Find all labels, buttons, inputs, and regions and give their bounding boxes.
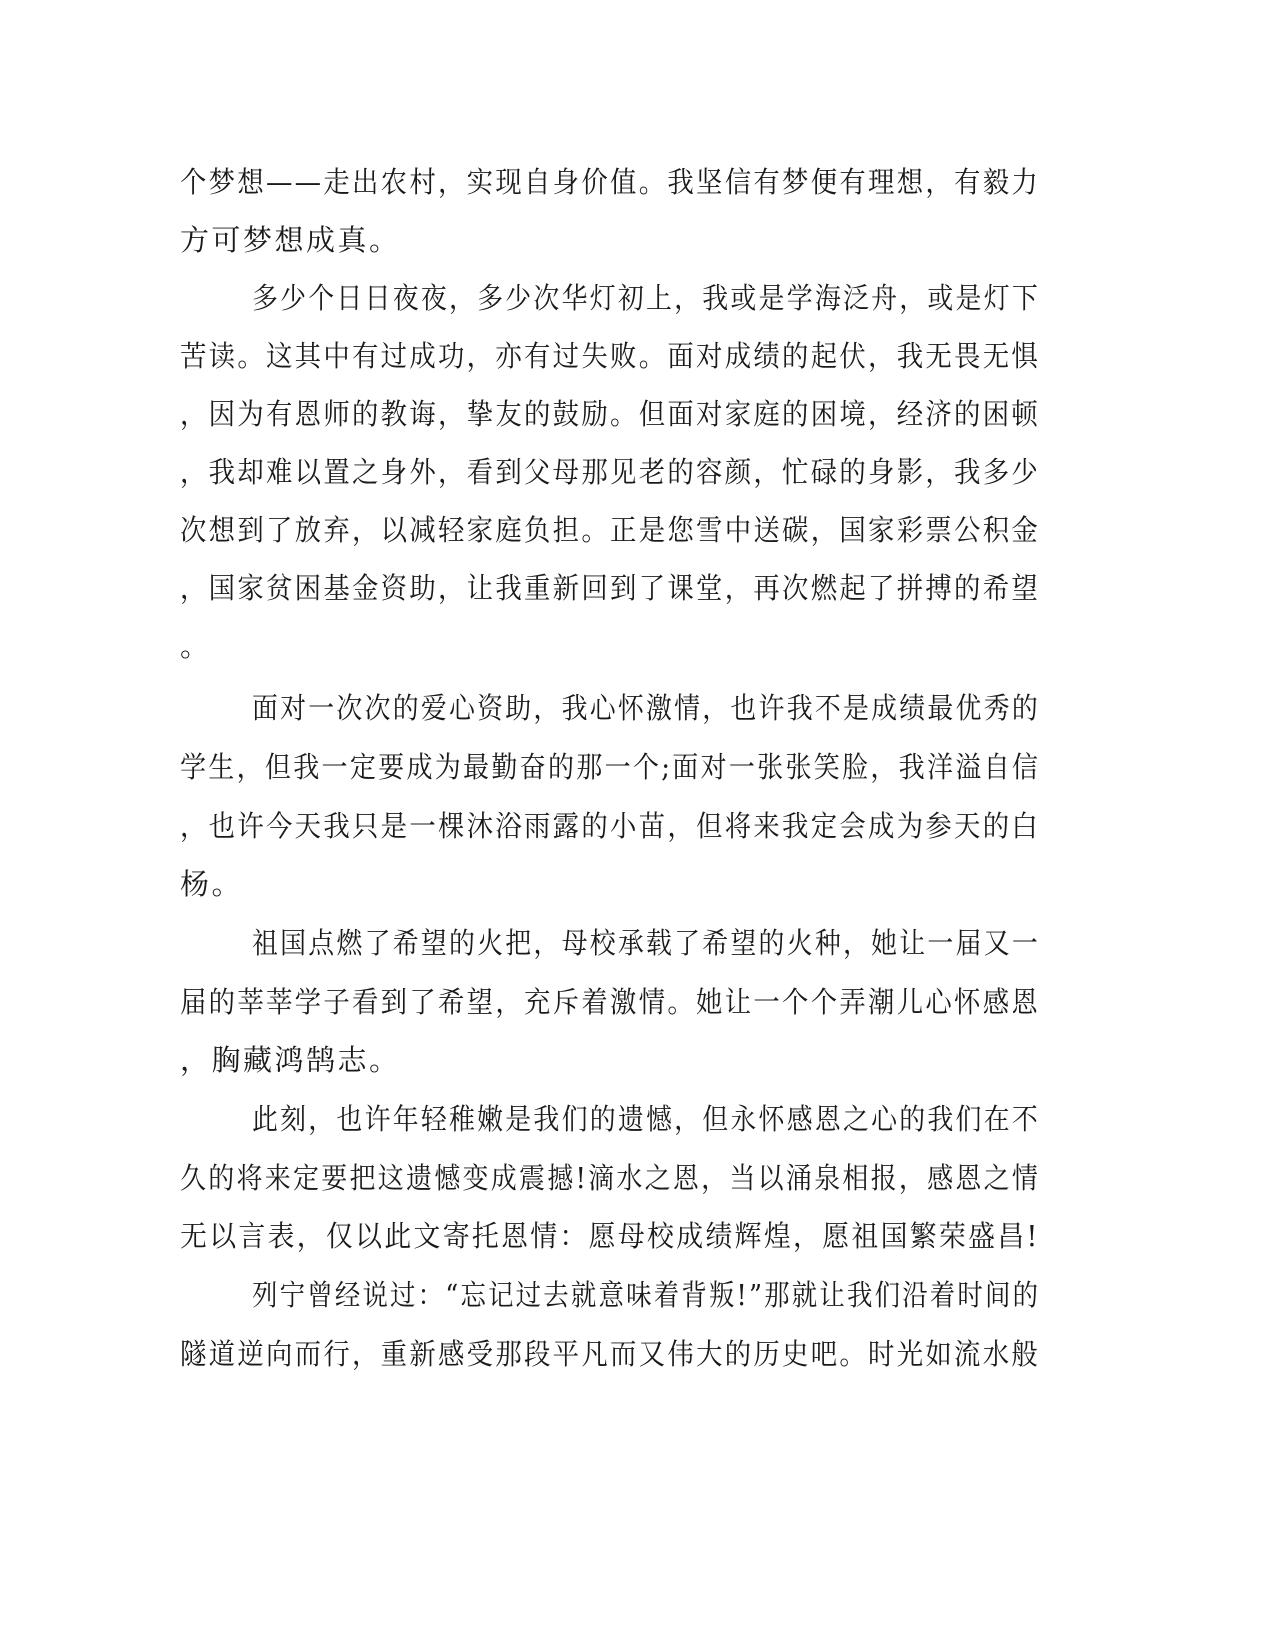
- text-line: 此刻，也许年轻稚嫩是我们的遗憾，但永怀感恩之心的我们在不: [252, 1102, 1040, 1136]
- text-line: 面对一次次的爱心资助，我心怀激情，也许我不是成绩最优秀的: [252, 691, 1040, 725]
- text-line: 苦读。这其中有过成功，亦有过失败。面对成绩的起伏，我无畏无惧: [180, 339, 1041, 373]
- text-line: 多少个日日夜夜，多少次华灯初上，我或是学海泛舟，或是灯下: [252, 281, 1040, 315]
- text-line: 次想到了放弃，以减轻家庭负担。正是您雪中送碳，国家彩票公积金: [180, 513, 1041, 547]
- text-line: 祖国点燃了希望的火把，母校承载了希望的火种，她让一届又一: [252, 926, 1040, 960]
- text-line: ，也许今天我只是一棵沐浴雨露的小苗，但将来我定会成为参天的白: [180, 809, 1041, 843]
- text-line: 列宁曾经说过：“忘记过去就意味着背叛!”那就让我们沿着时间的: [252, 1278, 1041, 1312]
- text-line: 。: [180, 629, 212, 663]
- text-line: ，因为有恩师的教诲，挚友的鼓励。但面对家庭的困境，经济的困顿: [180, 397, 1041, 431]
- text-line: 杨。: [180, 867, 244, 901]
- text-line: ，胸藏鸿鹄志。: [180, 1043, 401, 1077]
- text-line: 隧道逆向而行，重新感受那段平凡而又伟大的历史吧。时光如流水般: [180, 1337, 1041, 1371]
- text-line: 个梦想——走出农村，实现自身价值。我坚信有梦便有理想，有毅力: [180, 165, 1041, 199]
- text-line: 学生，但我一定要成为最勤奋的那一个;面对一张张笑脸，我洋溢自信: [180, 750, 1041, 784]
- text-line: 无以言表，仅以此文寄托恩情：愿母校成绩辉煌，愿祖国繁荣盛昌!: [180, 1219, 1040, 1253]
- text-line: 久的将来定要把这遗憾变成震撼!滴水之恩，当以涌泉相报，感恩之情: [180, 1161, 1041, 1195]
- text-line: ，我却难以置之身外，看到父母那见老的容颜，忙碌的身影，我多少: [180, 455, 1041, 489]
- text-line: 届的莘莘学子看到了希望，充斥着激情。她让一个个弄潮儿心怀感恩: [180, 985, 1041, 1019]
- text-line: 方可梦想成真。: [180, 223, 401, 257]
- text-line: ，国家贫困基金资助，让我重新回到了课堂，再次燃起了拼搏的希望: [180, 571, 1041, 605]
